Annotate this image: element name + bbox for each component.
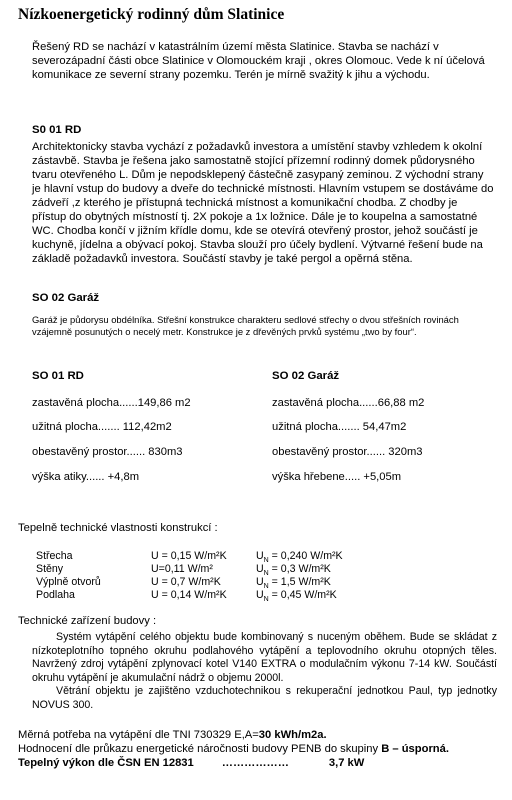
document-title: Nízkoenergetický rodinný dům Slatinice: [18, 6, 285, 23]
so02-heading: SO 02 Garáž: [32, 292, 100, 304]
thermo-name: Podlaha: [36, 589, 75, 601]
so02-paragraph: Garáž je půdorysu obdélníka. Střešní konstrukce charakteru sedlové střechy o dvou střešních rovinách vzájemně posunutých o necelý metr. Konstrukce je z dřevěných prvků systému „two by four“.: [32, 314, 459, 337]
param-row: obestavěný prostor...... 320m3: [272, 446, 423, 458]
energy-demand-value: 30 kWh/m2a.: [258, 729, 327, 741]
thermo-name: Střecha: [36, 550, 73, 562]
so01-heading: S0 01 RD: [32, 124, 82, 136]
params-left-heading: SO 01 RD: [32, 370, 84, 382]
energy-demand-label: Měrná potřeba na vytápění dle TNI 730329 E,A=: [18, 729, 259, 741]
un-sub: N: [263, 596, 269, 604]
heat-output-dots: ………………: [221, 757, 289, 769]
ventilation-paragraph: Větrání objektu je zajištěno vzduchotechnikou s rekuperační jednotkou Paul, typ jednotky NOVUS 300.: [32, 685, 497, 711]
param-row: užitná plocha....... 54,47m2: [272, 421, 407, 433]
heat-output-line: [18, 756, 449, 770]
param-row: zastavěná plocha......149,86 m2: [32, 397, 191, 409]
un-sub: N: [263, 557, 269, 565]
intro-paragraph: Řešený RD se nachází v katastrálním území města Slatinice. Stavba se nachází v severozápadní části obce Slatinice v Olomouckém kraji , okres Olomouc. Vede k ní účelová komunikace ze severní strany pozemku. Terén je mírně svažitý k jihu a východu.: [32, 41, 485, 81]
params-right-heading: SO 02 Garáž: [272, 370, 340, 382]
un-sub: N: [263, 570, 269, 578]
param-row: zastavěná plocha......66,88 m2: [272, 397, 425, 409]
penb-label: Hodnocení dle průkazu energetické náročnosti budovy PENB do skupiny: [18, 743, 382, 755]
penb-line: [18, 742, 449, 756]
un-letter: U: [256, 589, 264, 601]
un-letter: U: [256, 550, 264, 562]
un-value: = 0,45 W/m²K: [271, 589, 337, 601]
penb-value: B – úsporná.: [381, 743, 449, 755]
thermo-title: Tepelně technické vlastnosti konstrukcí :: [18, 522, 218, 534]
un-value: = 0,3 W/m²K: [271, 563, 331, 575]
energy-demand-line: [18, 728, 449, 742]
param-row: výška atiky...... +4,8m: [32, 471, 140, 483]
un-letter: U: [256, 576, 264, 588]
heating-paragraph: Systém vytápění celého objektu bude kombinovaný s nuceným oběhem. Bude se skládat z nízkoteplotního topného okruhu podlahového vytápění a teplovodního okruhu otopných těles. Navržený zdroj vytápění zplynovací kotel V140 EXTRA o modulačním výkonu 7-14 kW. Součástí okruhu vytápění je akumulační nádrž o objemu 2000l.: [32, 631, 497, 684]
thermo-name: Stěny: [36, 563, 64, 575]
thermo-u: U = 0,15 W/m²K: [151, 550, 227, 562]
thermo-un: [256, 589, 337, 606]
heat-output-value: 3,7 kW: [328, 757, 365, 769]
un-sub: N: [263, 583, 269, 591]
thermo-u: U=0,11 W/m²: [151, 563, 213, 575]
so01-paragraph: Architektonicky stavba vychází z požadavků investora a umístění stavby vzhledem k okolní zástavbě. Stavba je řešena jako samostatně stojící přízemní rodinný domek půdorysného tvaru otevřeného L. Dům je nepodsklepený částečně zasypaný zeminou. Z východní strany je hlavní vstup do budovy a dveře do technické místnosti. Hlavním vstupem se dostáváme do zádveří ,z kterého je přístupná technická místnost a komunikační chodba. Z chodby je přístup do obytných místností tj. 2X pokoje a 1x ložnice. Dále je to koupelna a samostatné WC. Chodba končí v jižním křídle domu, kde se otevírá otevřený prostor, jehož součástí je kuchyně, jídelna a obývací pokoj. Stavba slouží pro účely bydlení. Výtvarné řešení bude na základě požadavků investora. Součástí stavby je také pergol a opěrná stěna.: [32, 141, 494, 265]
heating-text: [32, 631, 497, 712]
un-letter: U: [256, 563, 264, 575]
param-row: užitná plocha....... 112,42m2: [32, 421, 172, 433]
param-row: výška hřebene..... +5,05m: [272, 471, 402, 483]
energy-summary: [18, 728, 449, 770]
un-value: = 0,240 W/m²K: [271, 550, 343, 562]
param-row: obestavěný prostor...... 830m3: [32, 446, 183, 458]
thermo-u: U = 0,7 W/m²K: [151, 576, 221, 588]
thermo-name: Výplně otvorů: [36, 576, 101, 588]
heating-title: Technické zařízení budovy :: [18, 615, 157, 627]
un-value: = 1,5 W/m²K: [271, 576, 331, 588]
heat-output-label: Tepelný výkon dle ČSN EN 12831: [18, 757, 194, 769]
thermo-u: U = 0,14 W/m²K: [151, 589, 227, 601]
